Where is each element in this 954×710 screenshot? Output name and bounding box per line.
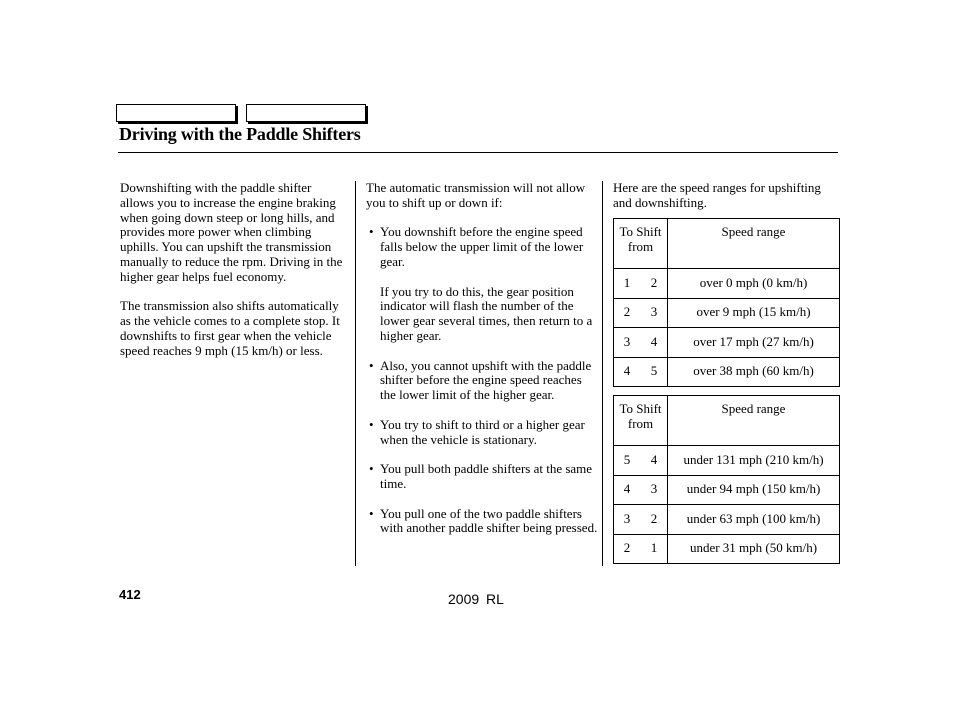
speed-range-cell: over 0 mph (0 km/h)	[668, 269, 840, 299]
shift-gears-cell: 3 2	[614, 505, 668, 535]
shift-gears-cell: 2 1	[614, 534, 668, 564]
downshift-speed-table	[613, 395, 840, 564]
upshift-speed-table	[613, 218, 840, 387]
column-1	[120, 181, 348, 373]
footer-model-label: 2009 RL	[448, 591, 504, 607]
page-number: 412	[119, 587, 141, 602]
table-row	[614, 357, 840, 387]
paragraph-auto-shift: The transmission also shifts automatically as the vehicle comes to a complete stop. It downshifts to first gear when the vehicle speed reaches 9 mph (15 km/h) or less.	[120, 298, 340, 358]
paragraph-downshifting: Downshifting with the paddle shifter allows you to increase the engine braking when going down steep or long hills, and provides more power when climbing uphills. You can upshift the transmission manually to reduce the rpm. Driving in the higher gear helps fuel economy.	[120, 180, 343, 284]
table-row	[614, 505, 840, 535]
list-item-text: You downshift before the engine speed falls below the upper limit of the lower gear.	[380, 224, 584, 269]
column-divider	[602, 181, 603, 566]
list-item-text: You try to shift to third or a higher gear when the vehicle is stationary.	[380, 416, 585, 447]
speed-range-cell: under 94 mph (150 km/h)	[668, 475, 840, 505]
list-item-text: Also, you cannot upshift with the paddle shifter before the engine speed reaches the lower limit of the higher gear.	[380, 357, 592, 403]
speed-range-cell: over 17 mph (27 km/h)	[668, 328, 840, 358]
flash-note: If you try to do this, the gear position indicator will flash the number of the lower gear several times, then return to a higher gear.	[380, 283, 593, 343]
shift-gears-cell: 4 3	[614, 475, 668, 505]
table-row	[614, 446, 840, 476]
column-2	[366, 181, 598, 551]
shift-gears-cell: 3 4	[614, 328, 668, 358]
shift-restrictions-list-continued	[366, 359, 598, 537]
speed-range-cell: under 31 mph (50 km/h)	[668, 534, 840, 564]
list-item-text: You pull both paddle shifters at the same time.	[380, 461, 593, 491]
speed-range-cell: under 63 mph (100 km/h)	[668, 505, 840, 535]
shift-gears-cell: 2 3	[614, 298, 668, 328]
shift-gears-cell: 1 2	[614, 269, 668, 299]
shift-gears-cell: 4 5	[614, 357, 668, 387]
shift-gears-cell: 5 4	[614, 446, 668, 476]
speed-range-cell: over 38 mph (60 km/h)	[668, 357, 840, 387]
column-divider	[355, 181, 356, 566]
title-divider	[118, 152, 838, 153]
list-item	[366, 418, 598, 448]
bullet-icon: •	[369, 416, 374, 432]
section-tab-2[interactable]	[246, 104, 366, 122]
table-header-range: Speed range	[668, 396, 840, 446]
table-header-shift: To Shift from	[614, 219, 668, 269]
section-tab-1[interactable]	[116, 104, 236, 122]
table-row	[614, 475, 840, 505]
table-header-range: Speed range	[668, 219, 840, 269]
bullet-icon: •	[369, 461, 374, 477]
bullet-icon: •	[369, 357, 374, 373]
column2-intro: The automatic transmission will not allow you to shift up or down if:	[366, 180, 586, 210]
bullet-icon: •	[369, 224, 374, 240]
bullet-icon: •	[369, 505, 374, 521]
list-item	[366, 225, 598, 269]
table-header-shift: To Shift from	[614, 396, 668, 446]
shift-restrictions-list	[366, 225, 598, 269]
speed-range-cell: under 131 mph (210 km/h)	[668, 446, 840, 476]
list-item	[366, 462, 598, 492]
column3-intro: Here are the speed ranges for upshifting and downshifting.	[613, 180, 821, 210]
page-title: Driving with the Paddle Shifters	[119, 124, 361, 144]
list-item	[366, 507, 598, 537]
speed-range-cell: over 9 mph (15 km/h)	[668, 298, 840, 328]
table-row	[614, 328, 840, 358]
table-row	[614, 269, 840, 299]
table-row	[614, 534, 840, 564]
table-row	[614, 298, 840, 328]
list-item	[366, 359, 598, 403]
list-item-text: You pull one of the two paddle shifters with another paddle shifter being pressed.	[380, 505, 598, 536]
